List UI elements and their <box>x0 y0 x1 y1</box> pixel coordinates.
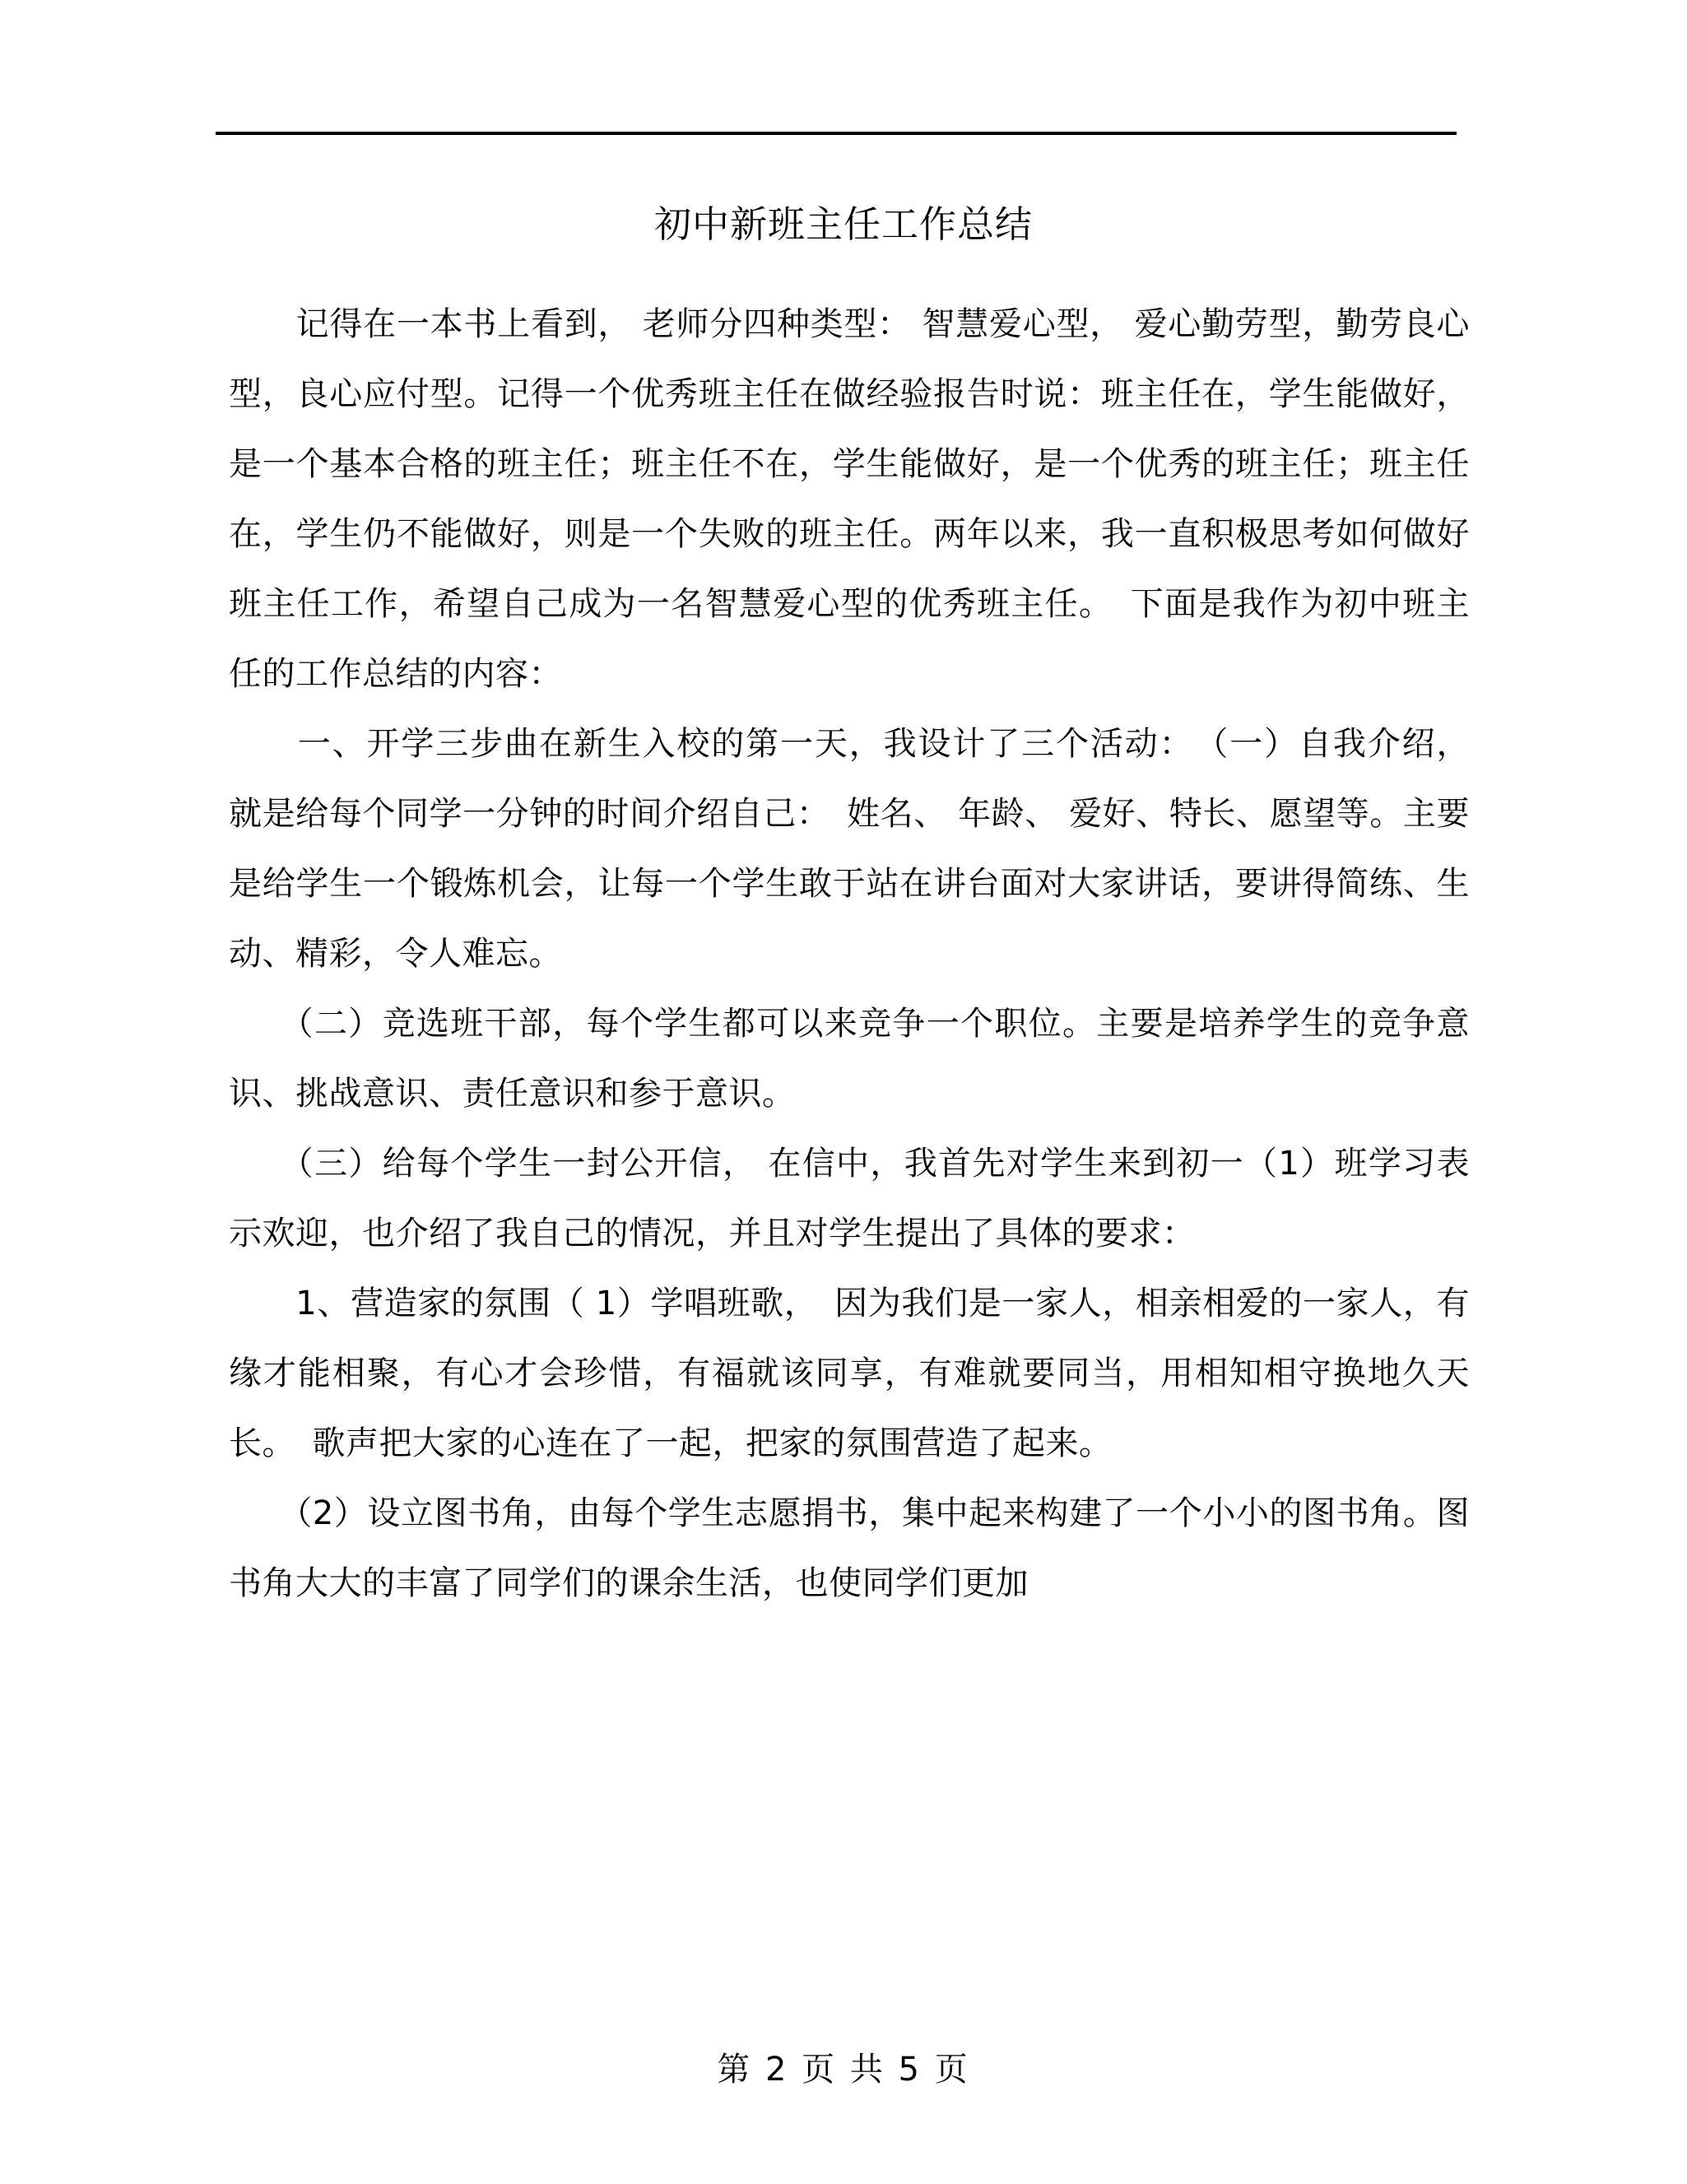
paragraph: （三）给每个学生一封公开信， 在信中，我首先对学生来到初一（1）班学习表示欢迎，也介绍了我自己的情况，并且对学生提出了具体的要求： <box>229 1145 1470 1252</box>
page-number-footer: 第 2 页 共 5 页 <box>717 2051 970 2089</box>
page-title: 初中新班主任工作总结 <box>653 202 1033 246</box>
paragraph: 记得在一本书上看到， 老师分四种类型： 智慧爱心型， 爱心勤劳型，勤劳良心型，良心应付型。记得一个优秀班主任在做经验报告时说：班主任在，学生能做好，是一个基本合格的班主任；班主任不在，学生能做好，是一个优秀的班主任；班主任在，学生仍不能做好，则是一个失败的班主任。两年以来，我一直积极思考如何做好班主任工作，希望自己成为一名智慧爱心型的优秀班主任。 下面是我作为初中班主任的工作总结的内容： <box>229 305 1470 693</box>
paragraph: （2）设立图书角，由每个学生志愿捐书，集中起来构建了一个小小的图书角。图书角大大的丰富了同学们的课余生活，也使同学们更加 <box>229 1494 1470 1602</box>
header-divider-rule <box>216 132 1457 135</box>
document-body <box>229 290 1481 1619</box>
paragraph: 1、营造家的氛围（ 1）学唱班歌， 因为我们是一家人，相亲相爱的一家人，有缘才能相聚，有心才会珍惜，有福就该同享，有难就要同当，用相知相守换地久天长。 歌声把大家的心连在了一起，把家的氛围营造了起来。 <box>229 1285 1470 1462</box>
paragraph: （二）竞选班干部，每个学生都可以来竞争一个职位。主要是培养学生的竞争意识、挑战意识、责任意识和参于意识。 <box>229 1005 1470 1113</box>
paragraph: 一、开学三步曲在新生入校的第一天，我设计了三个活动： （一）自我介绍， 就是给每个同学一分钟的时间介绍自己： 姓名、 年龄、 爱好、特长、愿望等。主要是给学生一个锻炼机会，让每一个学生敢于站在讲台面对大家讲话，要讲得简练、生动、精彩，令人难忘。 <box>229 725 1481 973</box>
